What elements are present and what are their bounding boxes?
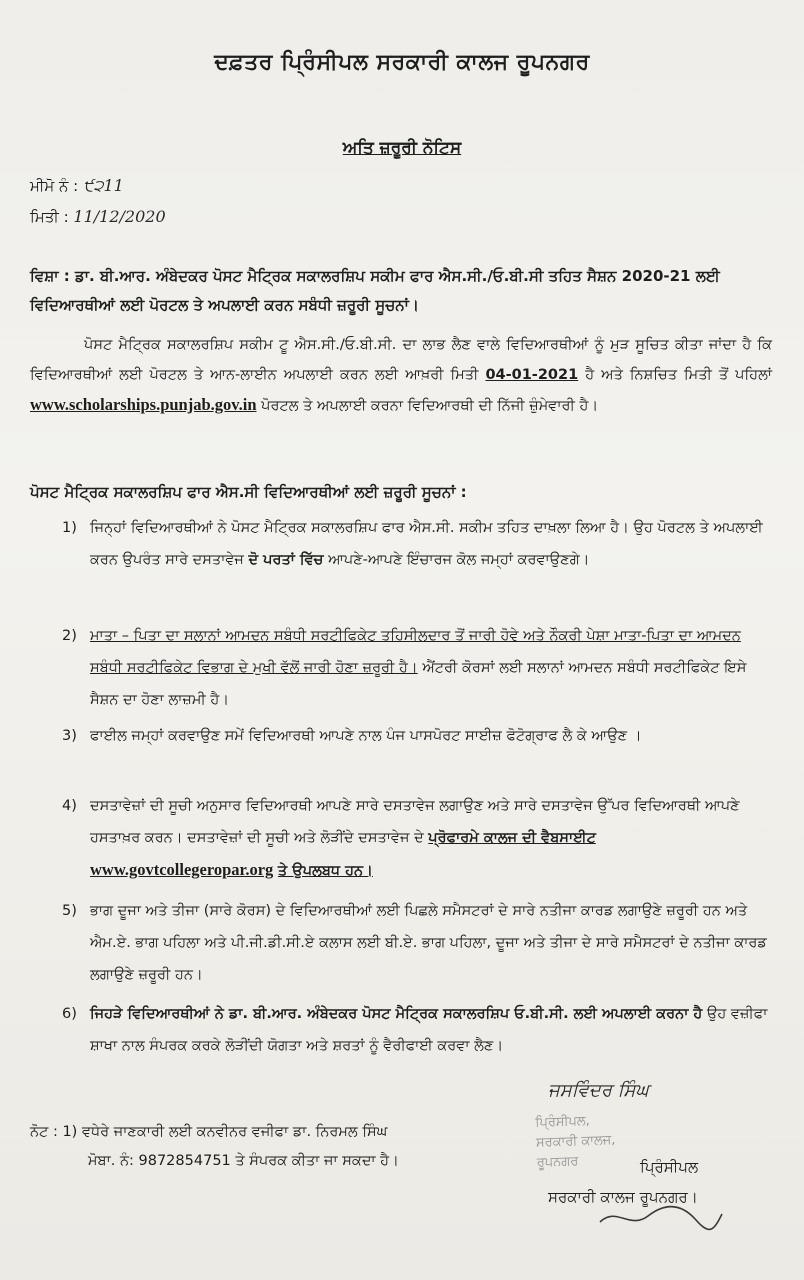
item-number: 3) — [62, 728, 77, 744]
list-item-3 — [62, 720, 772, 752]
office-stamp — [535, 1111, 616, 1174]
college-website: www.govtcollegeropar.org — [90, 860, 274, 879]
memo-line — [30, 176, 124, 196]
list-item-1 — [62, 512, 772, 576]
college-name: ਸਰਕਾਰੀ ਕਾਲਜ ਰੂਪਨਗਰ। — [548, 1188, 698, 1206]
handwritten-signature: ਜਸਵਿੰਦਰ ਸਿੰਘ — [548, 1080, 649, 1101]
stamp-line: ਪ੍ਰਿੰਸੀਪਲ, — [535, 1113, 591, 1131]
notice-title: ਅਤਿ ਜ਼ਰੂਰੀ ਨੋਟਿਸ — [342, 138, 462, 158]
scholarship-website: www.scholarships.punjab.gov.in — [30, 395, 257, 414]
item-emphasis: ਪ੍ਰੋਫਾਰਮੇ ਕਾਲਜ ਦੀ ਵੈਬਸਾਈਟ — [428, 830, 596, 846]
signature-stroke-icon — [596, 1200, 726, 1236]
note-line-2: ਮੋਬਾ. ਨੰ: 9872854751 ਤੇ ਸੰਪਰਕ ਕੀਤਾ ਜਾ ਸਕਦਾ ਹੈ। — [88, 1153, 399, 1169]
memo-number: ੯੨11 — [83, 176, 124, 195]
list-item-5 — [62, 895, 772, 991]
item-text: ਐਂਟਰੀ ਕੋਰਸਾਂ ਲਈ ਸਲਾਨਾਂ ਆਮਦਨ ਸਬੰਧੀ ਸਰਟੀਫਿਕੇਟ ਇਸੇ ਸੈਸ਼ਨ ਦਾ ਹੋਣਾ ਲਾਜ਼ਮੀ ਹੈ। — [90, 660, 747, 708]
list-item-6 — [62, 998, 772, 1062]
office-title: ਦਫ਼ਤਰ ਪ੍ਰਿੰਸੀਪਲ ਸਰਕਾਰੀ ਕਾਲਜ ਰੂਪਨਗਰ — [214, 50, 590, 75]
item-emphasis: ਦੋ ਪਰਤਾਂ ਵਿੱਚ — [248, 552, 324, 568]
item-text: ਫਾਈਲ ਜਮ੍ਹਾਂ ਕਰਵਾਉਣ ਸਮੇਂ ਵਿਦਿਆਰਥੀ ਆਪਣੇ ਨਾਲ ਪੰਜ ਪਾਸਪੋਰਟ ਸਾਈਜ਼ ਫੋਟੋਗ੍ਰਾਫ ਲੈ ਕੇ ਆਉਣ । — [90, 728, 642, 744]
note-line-1: ਨੋਟ : 1) ਵਧੇਰੇ ਜਾਣਕਾਰੀ ਲਈ ਕਨਵੀਨਰ ਵਜੀਫਾ ਡਾ. ਨਿਰਮਲ ਸਿੰਘ — [30, 1124, 388, 1140]
deadline-date: 04-01-2021 — [485, 367, 579, 383]
item-text: ਆਪਣੇ-ਆਪਣੇ ਇੰਚਾਰਜ ਕੋਲ ਜਮ੍ਹਾਂ ਕਰਵਾਉਣਗੇ। — [328, 552, 590, 568]
item-number: 5) — [62, 903, 77, 919]
item-number: 1) — [62, 520, 77, 536]
item-number: 6) — [62, 1006, 77, 1022]
item-text: ਭਾਗ ਦੂਜਾ ਅਤੇ ਤੀਜਾ (ਸਾਰੇ ਕੋਰਸ) ਦੇ ਵਿਦਿਆਰਥੀਆਂ ਲਈ ਪਿਛਲੇ ਸਮੈਸਟਰਾਂ ਦੇ ਸਾਰੇ ਨਤੀਜਾ ਕਾਰਡ ਲਗਾਉਣੇ ਜ਼ਰੂਰੀ ਹਨ ਅਤੇ ਐਮ.ਏ. ਭਾਗ ਪਹਿਲਾ ਅਤੇ ਪੀ.ਜੀ.ਡੀ.ਸੀ.ਏ ਕਲਾਸ ਲਈ ਬੀ.ਏ. ਭਾਗ ਪਹਿਲਾ, ਦੂਜਾ ਅਤੇ ਤੀਜਾ ਦੇ ਸਾਰੇ ਸਮੈਸਟਰਾਂ ਦੇ ਨਤੀਜਾ ਕਾਰਡ ਲਗਾਉਣੇ ਜ਼ਰੂਰੀ ਹਨ। — [90, 903, 767, 983]
date-value: 11/12/2020 — [73, 207, 166, 226]
list-item-2 — [62, 620, 772, 716]
item-text: ਉਹ ਵਜ਼ੀਫਾ ਸ਼ਾਖਾ ਨਾਲ ਸੰਪਰਕ ਕਰਕੇ ਲੋੜੀਂਦੀ ਯੋਗਤਾ ਅਤੇ ਸ਼ਰਤਾਂ ਨੂੰ ਵੈਰੀਫਾਈ ਕਰਵਾ ਲੈਣ। — [90, 1006, 768, 1054]
date-label: ਮਿਤੀ : — [30, 208, 69, 226]
item-text: ਤੇ ਉਪਲਬਧ ਹਨ। — [277, 863, 373, 879]
stamp-line: ਰੂਪਨਗਰ — [536, 1153, 579, 1171]
intro-text-1: ਪੋਸਟ ਮੈਟ੍ਰਿਕ ਸਕਾਲਰਸ਼ਿਪ ਸਕੀਮ ਟੂ ਐਸ.ਸੀ./ਓ.ਬੀ.ਸੀ. ਦਾ ਲਾਭ ਲੈਣ ਵਾਲੇ ਵਿਦਿਆਰਥੀਆਂ ਨੂੰ ਮੁੜ ਸੂਚਿਤ ਕੀਤਾ ਜਾਂਦਾ ਹੈ ਕਿ ਵਿਦਿਆਰਥੀਆਂ ਲਈ ਪੋਰਟਲ ਤੇ ਆਨ-ਲਾਈਨ ਅਪਲਾਈ ਕਰਨ ਲਈ ਆਖ਼ਰੀ ਮਿਤੀ — [30, 337, 772, 383]
list-item-4 — [62, 790, 772, 887]
intro-text-3: ਪੋਰਟਲ ਤੇ ਅਪਲਾਈ ਕਰਨਾ ਵਿਦਿਆਰਥੀ ਦੀ ਨਿੱਜੀ ਜ਼ੁੰਮੇਵਾਰੀ ਹੈ। — [261, 398, 599, 414]
item-text: ਦਸਤਾਵੇਜ਼ਾਂ ਦੀ ਸੂਚੀ ਅਨੁਸਾਰ ਵਿਦਿਆਰਥੀ ਆਪਣੇ ਸਾਰੇ ਦਸਤਾਵੇਜ ਲਗਾਉਣ ਅਤੇ ਸਾਰੇ ਦਸਤਾਵੇਜ ਉੱਪਰ ਵਿਦਿਆਰਥੀ ਆਪਣੇ ਹਸਤਾਖ਼ਰ ਕਰਨ। ਦਸਤਾਵੇਜ਼ਾਂ ਦੀ ਸੂਚੀ ਅਤੇ ਲੋੜੀਂਦੇ ਦਸਤਾਵੇਜ ਦੇ — [90, 798, 740, 846]
item-text: ਮਾਤਾ – ਪਿਤਾ ਦਾ ਸਲਾਨਾਂ ਆਮਦਨ ਸਬੰਧੀ ਸਰਟੀਫਿਕੇਟ ਤਹਿਸੀਲਦਾਰ ਤੋਂ ਜਾਰੀ ਹੋਵੇ ਅਤੇ ਨੌਕਰੀ ਪੇਸ਼ਾ ਮਾਤਾ-ਪਿਤਾ ਦਾ ਆਮਦਨ ਸਬੰਧੀ ਸਰਟੀਫਿਕੇਟ ਵਿਭਾਗ ਦੇ ਮੁਖੀ ਵੱਲੋਂ ਜਾਰੀ ਹੋਣਾ ਜ਼ਰੂਰੀ ਹੈ। — [90, 628, 741, 676]
item-text: ਜਿਨ੍ਹਾਂ ਵਿਦਿਆਰਥੀਆਂ ਨੇ ਪੋਸਟ ਮੈਟ੍ਰਿਕ ਸਕਾਲਰਸ਼ਿਪ ਫਾਰ ਐਸ.ਸੀ. ਸਕੀਮ ਤਹਿਤ ਦਾਖ਼ਲਾ ਲਿਆ ਹੈ। ਉਹ ਪੋਰਟਲ ਤੇ ਅਪਲਾਈ ਕਰਨ ਉਪਰੰਤ ਸਾਰੇ ਦਸਤਾਵੇਜ — [90, 520, 763, 568]
item-number: 2) — [62, 628, 77, 644]
item-number: 4) — [62, 798, 77, 814]
stamp-line: ਸਰਕਾਰੀ ਕਾਲਜ, — [535, 1132, 616, 1151]
principal-designation: ਪ੍ਰਿੰਸੀਪਲ — [640, 1158, 699, 1176]
memo-label: ਮੀਮੋ ਨੰ : — [30, 177, 79, 195]
intro-text-2: ਹੈ ਅਤੇ ਨਿਸ਼ਚਿਤ ਮਿਤੀ ਤੋਂ ਪਹਿਲਾਂ — [585, 367, 772, 383]
intro-paragraph — [30, 330, 772, 421]
item-emphasis: ਜਿਹੜੇ ਵਿਦਿਆਰਥੀਆਂ ਨੇ ਡਾ. ਬੀ.ਆਰ. ਅੰਬੇਦਕਰ ਪੋਸਟ ਮੈਟ੍ਰਿਕ ਸਕਾਲਰਸ਼ਿਪ ਓ.ਬੀ.ਸੀ. ਲਈ ਅਪਲਾਈ ਕਰਨਾ ਹੈ — [90, 1006, 703, 1022]
date-line — [30, 207, 166, 226]
section-heading: ਪੋਸਟ ਮੈਟ੍ਰਿਕ ਸਕਾਲਰਸ਼ਿਪ ਫਾਰ ਐਸ.ਸੀ ਵਿਦਿਆਰਥੀਆਂ ਲਈ ਜ਼ਰੂਰੀ ਸੂਚਨਾਂ : — [30, 483, 467, 501]
subject: ਵਿਸ਼ਾ : ਡਾ. ਬੀ.ਆਰ. ਅੰਬੇਦਕਰ ਪੋਸਟ ਮੈਟ੍ਰਿਕ ਸਕਾਲਰਸ਼ਿਪ ਸਕੀਮ ਫਾਰ ਐਸ.ਸੀ./ਓ.ਬੀ.ਸੀ ਤਹਿਤ ਸੈਸ਼ਨ 2020-21 ਲਈ ਵਿਦਿਆਰਥੀਆਂ ਲਈ ਪੋਰਟਲ ਤੇ ਅਪਲਾਈ ਕਰਨ ਸਬੰਧੀ ਜ਼ਰੂਰੀ ਸੂਚਨਾਂ। — [30, 267, 720, 314]
